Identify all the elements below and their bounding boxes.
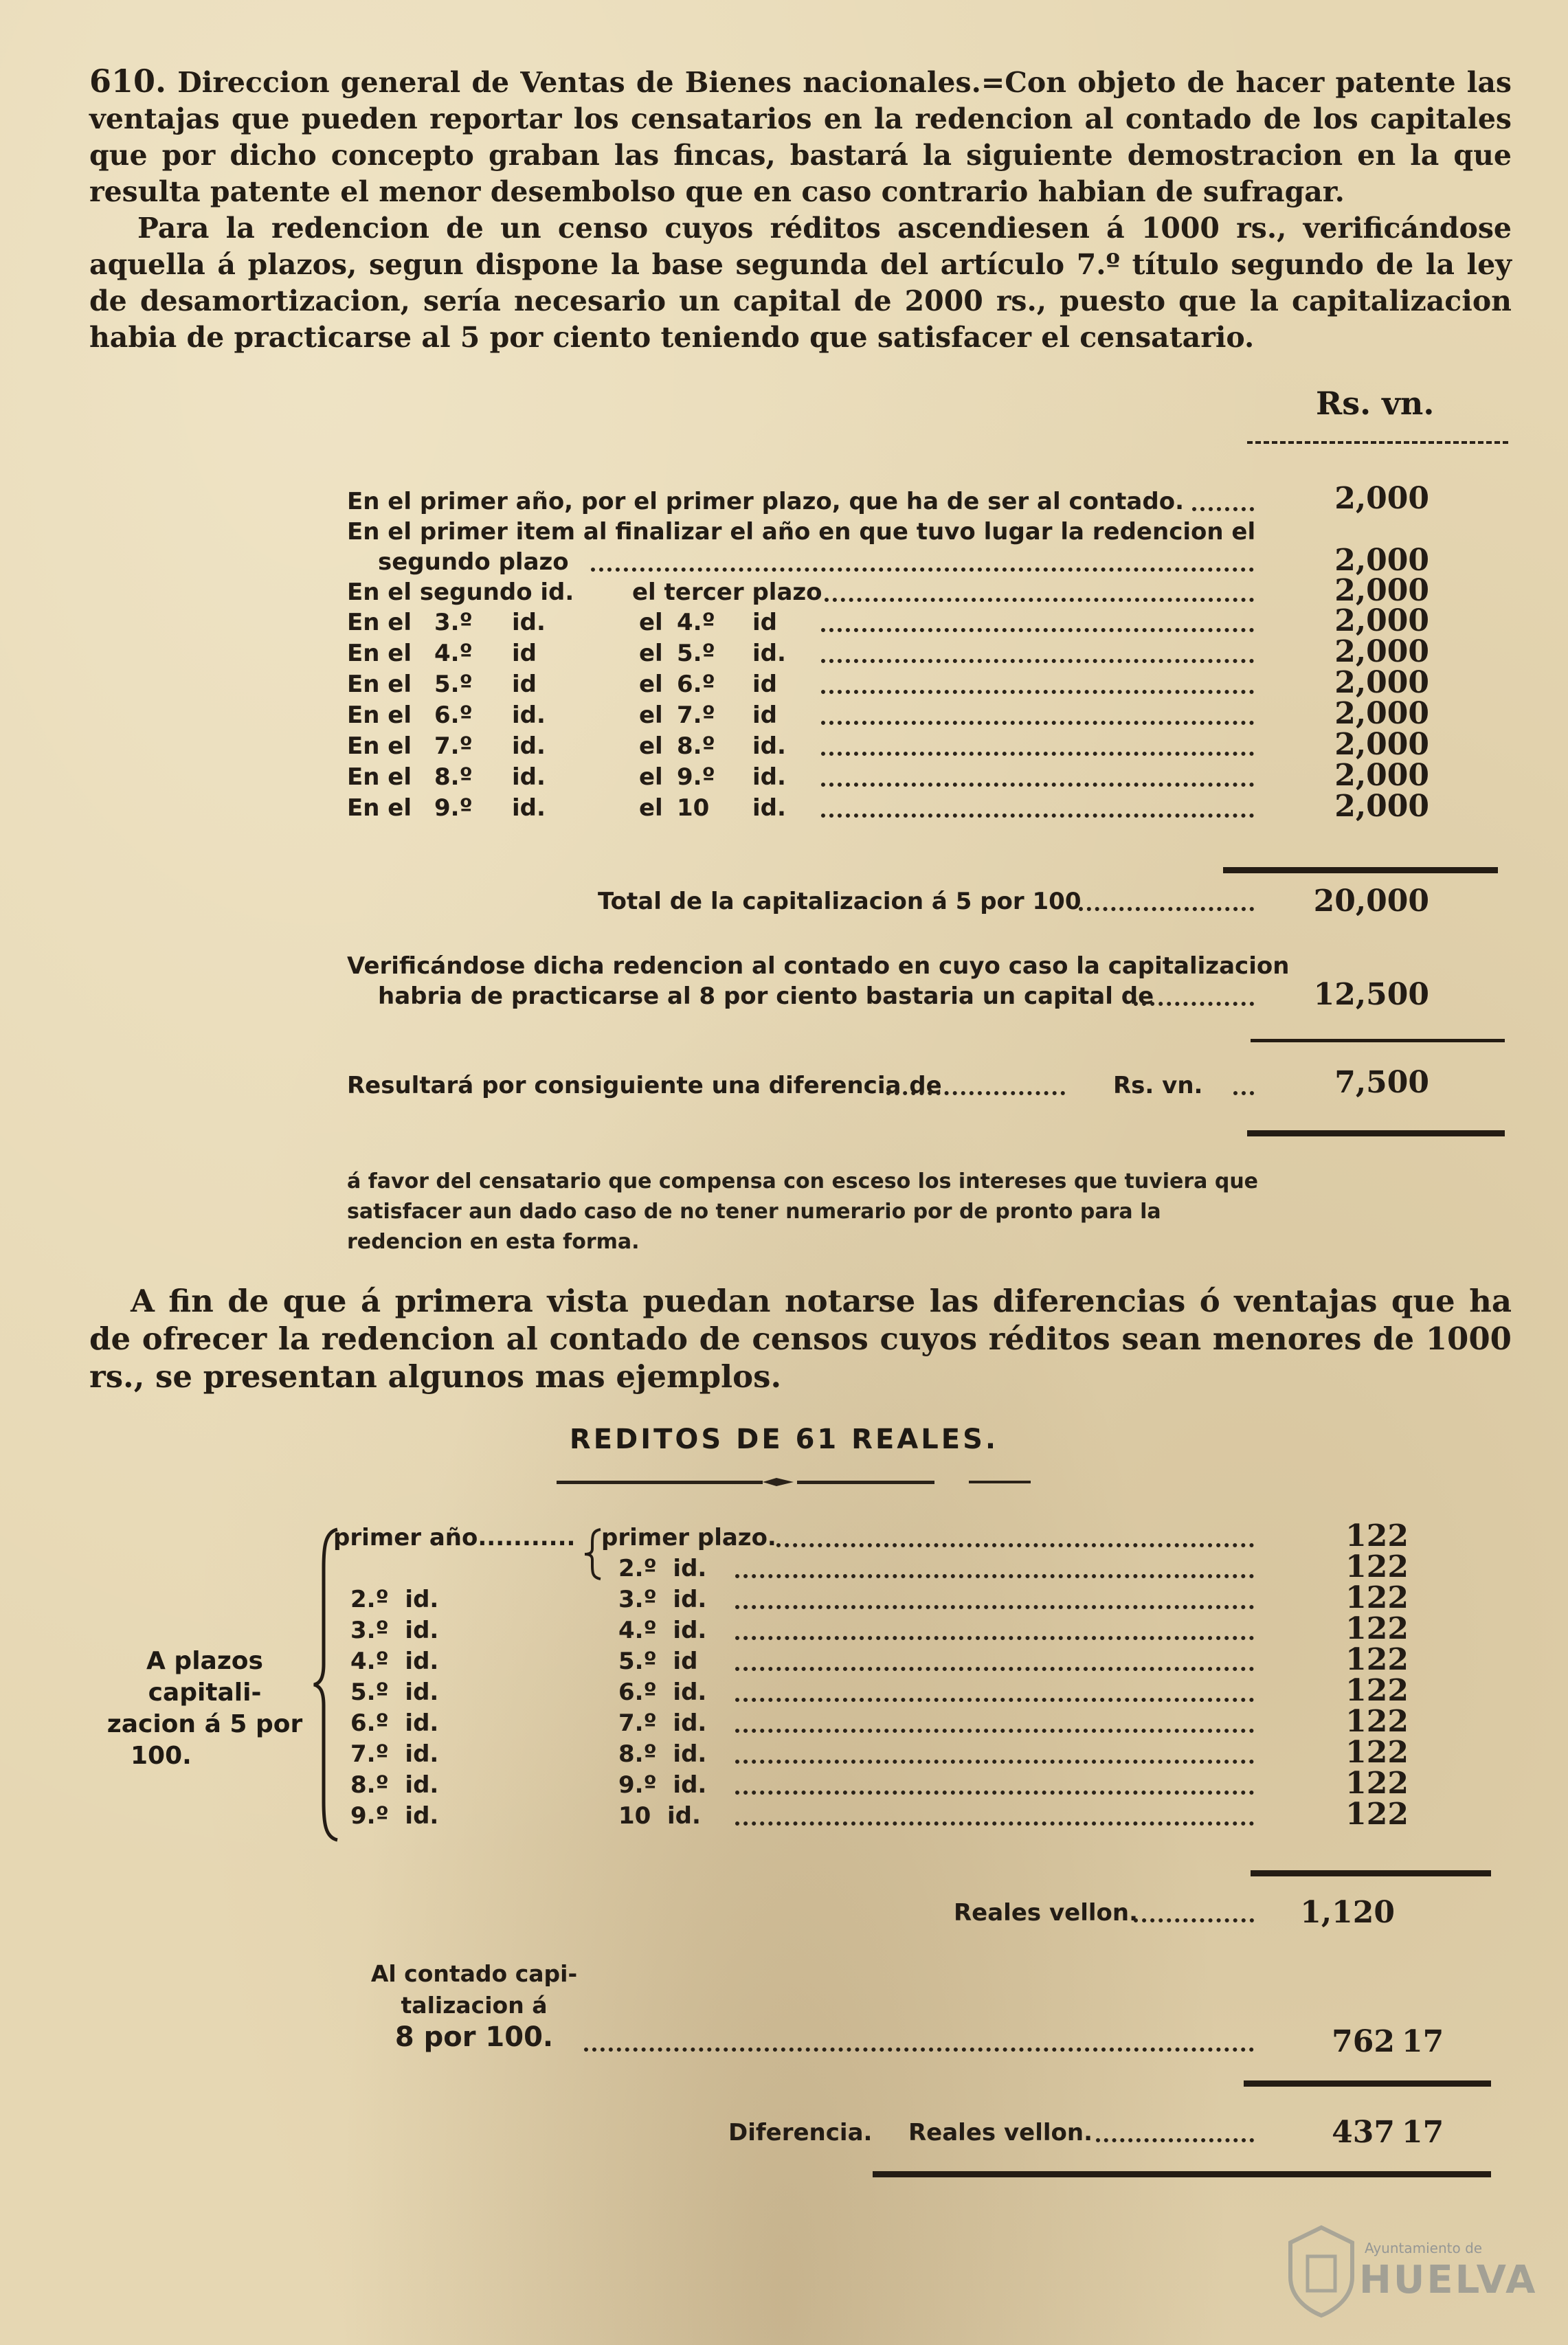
row-from-ordinal: 8.º bbox=[434, 763, 473, 791]
row-installment: 5.º id bbox=[618, 1648, 698, 1675]
coat-of-arms-icon bbox=[1284, 2222, 1359, 2318]
dot-leader bbox=[1079, 907, 1254, 911]
difference-label: Resultará por consiguiente una diferencia de bbox=[347, 1072, 942, 1099]
row-from-ordinal: 6.º bbox=[434, 702, 473, 729]
left-brace bbox=[313, 1527, 340, 1843]
row-from-id: id. bbox=[512, 702, 546, 729]
cash-amount: 12,500 bbox=[1313, 977, 1429, 1012]
row-installment: 7.º id. bbox=[618, 1709, 707, 1737]
dot-leader bbox=[735, 1574, 1254, 1578]
row-to-label: el bbox=[639, 609, 663, 636]
row-text: En el primer item al finalizar el año en que tuvo lugar la redencion el bbox=[347, 518, 1256, 546]
row-amount: 2,000 bbox=[1334, 573, 1429, 608]
table-row bbox=[347, 486, 1184, 517]
row-from-label: En el bbox=[347, 732, 412, 760]
dot-leader bbox=[821, 783, 1254, 787]
row-to-label: el bbox=[639, 794, 663, 822]
installments-label bbox=[88, 1646, 322, 1772]
row-to-ordinal: 8.º bbox=[677, 732, 715, 760]
dot-leader bbox=[1233, 1091, 1254, 1095]
total-rule bbox=[1251, 1870, 1491, 1876]
cash-row bbox=[347, 951, 1289, 981]
difference-rule bbox=[1247, 1130, 1505, 1136]
dot-leader bbox=[1192, 507, 1254, 511]
row-to-ordinal: 6.º bbox=[677, 671, 715, 698]
row-to-label: el bbox=[639, 732, 663, 760]
table-row bbox=[347, 577, 574, 607]
cash-label bbox=[368, 1958, 581, 2053]
row-amount: 122 bbox=[1345, 1518, 1409, 1553]
row-to-ordinal: 4.º bbox=[677, 609, 715, 636]
row-year: 6.º id. bbox=[350, 1709, 439, 1737]
row-amount: 2,000 bbox=[1334, 727, 1429, 762]
row-from-label: En el bbox=[347, 640, 412, 667]
row-amount: 122 bbox=[1345, 1611, 1409, 1646]
article-intro: =Con objeto de hacer patente las ventajas que pueden reportar los censatarios en la redencion al contado de los capitales que por dicho concepto graban las fincas, bastará la siguiente demostracion en la que resulta patente el menor desembolso que en caso contrario habian de sufragar. bbox=[89, 66, 1512, 208]
row-from-id: id. bbox=[512, 794, 546, 822]
row-installment: 6.º id. bbox=[618, 1679, 707, 1706]
row-year: 8.º id. bbox=[350, 1771, 439, 1799]
total-row bbox=[954, 1898, 1138, 1928]
dot-leader bbox=[735, 1729, 1254, 1733]
row-amount: 2,000 bbox=[1334, 603, 1429, 638]
row-amount: 2,000 bbox=[1334, 696, 1429, 731]
row-from-label: En el bbox=[347, 702, 412, 729]
row-to-id: id bbox=[752, 702, 777, 729]
difference-rule bbox=[873, 2171, 1491, 2177]
article-heading: Direccion general de Ventas de Bienes nacionales. bbox=[177, 66, 981, 99]
row-to-label: el bbox=[639, 640, 663, 667]
currency-header: Rs. vn. bbox=[1316, 385, 1435, 422]
dot-leader bbox=[735, 1667, 1254, 1671]
cash-text-2: habria de practicarse al 8 por ciento bastaria un capital de bbox=[378, 983, 1154, 1010]
dot-leader bbox=[735, 1791, 1254, 1795]
row-amount: 2,000 bbox=[1334, 665, 1429, 700]
row-amount: 122 bbox=[1345, 1766, 1409, 1801]
row-from-label: En el bbox=[347, 794, 412, 822]
row-to-ordinal: 7.º bbox=[677, 702, 715, 729]
total-label: Reales vellon. bbox=[954, 1899, 1138, 1927]
dot-leader bbox=[825, 598, 1254, 602]
row-from-id: id bbox=[512, 640, 537, 667]
stamp-top-text: Ayuntamiento de bbox=[1365, 2240, 1483, 2256]
table-row-continuation bbox=[378, 547, 569, 577]
row-from-id: id. bbox=[512, 609, 546, 636]
total-amount: 20,000 bbox=[1313, 884, 1429, 919]
cash-amount: 762 bbox=[1332, 2024, 1395, 2059]
difference-cents: 17 bbox=[1402, 2115, 1444, 2150]
dot-leader bbox=[821, 814, 1254, 818]
label-line: 8 por 100. bbox=[394, 2021, 554, 2053]
row-installment: 4.º id. bbox=[618, 1617, 707, 1644]
cash-text-1: Verificándose dicha redencion al contado en cuyo caso la capitalizacion bbox=[347, 952, 1290, 980]
table2-heading: REDITOS DE 61 REALES. bbox=[569, 1424, 999, 1455]
cash-rule bbox=[1251, 1039, 1505, 1042]
row-from-label: En el bbox=[347, 609, 412, 636]
difference-amount: 7,500 bbox=[1334, 1065, 1429, 1100]
dot-leader bbox=[735, 1605, 1254, 1609]
dot-leader bbox=[735, 1821, 1254, 1826]
dot-leader bbox=[735, 1698, 1254, 1702]
row-to-id: id bbox=[752, 609, 777, 636]
row-to-label: el bbox=[639, 671, 663, 698]
row-to-id: id. bbox=[752, 732, 786, 760]
dot-leader bbox=[735, 1760, 1254, 1764]
difference-label: Diferencia. bbox=[728, 2119, 873, 2146]
cash-row-continuation bbox=[378, 981, 1154, 1011]
row-year: 3.º id. bbox=[350, 1617, 439, 1644]
row-amount: 122 bbox=[1345, 1580, 1409, 1615]
row-installment: 3.º id. bbox=[618, 1586, 707, 1613]
total-amount: 1,120 bbox=[1300, 1895, 1395, 1930]
row-to: el tercer plazo bbox=[632, 579, 822, 606]
difference-unit bbox=[1113, 1070, 1202, 1101]
row-amount: 2,000 bbox=[1334, 481, 1429, 516]
row-from-ordinal: 4.º bbox=[434, 640, 473, 667]
row-amount: 122 bbox=[1345, 1735, 1409, 1770]
total-label: Total de la capitalizacion á 5 por 100 bbox=[598, 888, 1082, 915]
difference-unit bbox=[908, 2118, 1093, 2148]
stamp-bottom-text: HUELVA bbox=[1359, 2258, 1538, 2302]
row-amount: 122 bbox=[1345, 1797, 1409, 1832]
row-amount: 122 bbox=[1345, 1704, 1409, 1739]
row-installment: 10 id. bbox=[618, 1802, 701, 1830]
row-to-label: el bbox=[639, 763, 663, 791]
archive-stamp bbox=[1284, 2219, 1538, 2322]
cash-cents: 17 bbox=[1402, 2024, 1444, 2059]
row-from-id: id. bbox=[512, 763, 546, 791]
dot-leader bbox=[821, 752, 1254, 756]
row-to-ordinal: 10 bbox=[677, 794, 710, 822]
dot-leader bbox=[591, 568, 1254, 572]
row-amount: 122 bbox=[1345, 1549, 1409, 1584]
row-to-label: el bbox=[639, 702, 663, 729]
dot-leader bbox=[1134, 1002, 1254, 1006]
dot-leader bbox=[584, 2047, 1254, 2052]
dot-leader bbox=[735, 1636, 1254, 1640]
label-line: A plazos capitali- bbox=[146, 1647, 263, 1707]
label-line: Al contado capi- bbox=[370, 1960, 578, 1987]
label-line: talizacion á bbox=[401, 1992, 548, 2019]
row-from-id: id bbox=[512, 671, 537, 698]
row-to-id: id bbox=[752, 671, 777, 698]
row-amount: 2,000 bbox=[1334, 789, 1429, 824]
row-year: 7.º id. bbox=[350, 1740, 439, 1768]
dot-leader bbox=[821, 721, 1254, 725]
row-to-id: id. bbox=[752, 763, 786, 791]
ornament-rule bbox=[557, 1477, 1031, 1487]
dot-leader bbox=[1134, 1918, 1254, 1922]
row-year: 9.º id. bbox=[350, 1802, 439, 1830]
row-amount: 2,000 bbox=[1334, 634, 1429, 669]
article-paragraph-3: A fin de que á primera vista puedan notarse las diferencias ó ventajas que ha de ofrecer la redencion al contado de censos cuyos réditos sean menores de 1000 rs., se presentan algunos mas ejemplos. bbox=[89, 1283, 1512, 1395]
row-to-ordinal: 5.º bbox=[677, 640, 715, 667]
row-installment: primer plazo. bbox=[601, 1524, 776, 1551]
article-paragraph-2: Para la redencion de un censo cuyos réditos ascendiesen á 1000 rs., verificándose aquella á plazos, segun dispone la base segunda del artículo 7.º título segundo de la ley de desamortizacion, sería necesario un capital de 2000 rs., puesto que la capitalizacion habia de practicarse al 5 por ciento teniendo que satisfacer el censatario. bbox=[89, 212, 1512, 354]
dot-leader bbox=[821, 628, 1254, 632]
currency-header-rule bbox=[1247, 441, 1508, 444]
row-from-ordinal: 9.º bbox=[434, 794, 473, 822]
row-from-label: En el bbox=[347, 763, 412, 791]
row-installment: 2.º id. bbox=[618, 1555, 707, 1582]
difference-row bbox=[347, 1070, 942, 1101]
article-number: 610. bbox=[89, 63, 167, 100]
dot-leader bbox=[776, 1543, 1254, 1547]
article-paragraph-1 bbox=[89, 63, 1512, 210]
row-from-ordinal: 5.º bbox=[434, 671, 473, 698]
dot-leader bbox=[886, 1091, 1065, 1095]
row-from-id: id. bbox=[512, 732, 546, 760]
row-year: 4.º id. bbox=[350, 1648, 439, 1675]
row-from-ordinal: 3.º bbox=[434, 609, 473, 636]
row-amount: 2,000 bbox=[1334, 543, 1429, 578]
row-amount: 122 bbox=[1345, 1642, 1409, 1677]
row-to-id: id. bbox=[752, 640, 786, 667]
row-amount: 2,000 bbox=[1334, 758, 1429, 793]
row-year: primer año........... bbox=[333, 1524, 576, 1551]
label-line: 100. bbox=[131, 1742, 192, 1770]
row-from-label: En el bbox=[347, 671, 412, 698]
row-year: 2.º id. bbox=[350, 1586, 439, 1613]
total-rule bbox=[1223, 867, 1498, 873]
dot-leader bbox=[821, 690, 1254, 694]
difference-unit-text: Rs. vn. bbox=[1113, 1072, 1203, 1099]
dot-leader bbox=[821, 659, 1254, 663]
row-to-id: id. bbox=[752, 794, 786, 822]
cash-rule bbox=[1244, 2080, 1491, 2087]
difference-row bbox=[728, 2118, 872, 2148]
difference-unit-text: Reales vellon. bbox=[908, 2119, 1093, 2146]
small-brace bbox=[583, 1527, 603, 1582]
row-to-ordinal: 9.º bbox=[677, 763, 715, 791]
table-row bbox=[347, 517, 1255, 547]
label-line: zacion á 5 por bbox=[107, 1710, 303, 1738]
row-installment: 8.º id. bbox=[618, 1740, 707, 1768]
row-text: segundo plazo bbox=[378, 548, 569, 576]
dot-leader bbox=[1096, 2138, 1254, 2142]
row-from-ordinal: 7.º bbox=[434, 732, 473, 760]
row-installment: 9.º id. bbox=[618, 1771, 707, 1799]
difference-amount: 437 bbox=[1332, 2115, 1395, 2150]
row-text: En el primer año, por el primer plazo, que ha de ser al contado. bbox=[347, 488, 1184, 515]
total-row bbox=[598, 886, 1081, 917]
row-amount: 122 bbox=[1345, 1673, 1409, 1708]
row-year: 5.º id. bbox=[350, 1679, 439, 1706]
row-from: En el segundo id. bbox=[347, 579, 574, 606]
table-row-to bbox=[632, 577, 822, 607]
difference-note: á favor del censatario que compensa con esceso los intereses que tuviera que satisfacer aun dado caso de no tener numerario por de pronto para la redencion en esta forma. bbox=[347, 1169, 1259, 1254]
